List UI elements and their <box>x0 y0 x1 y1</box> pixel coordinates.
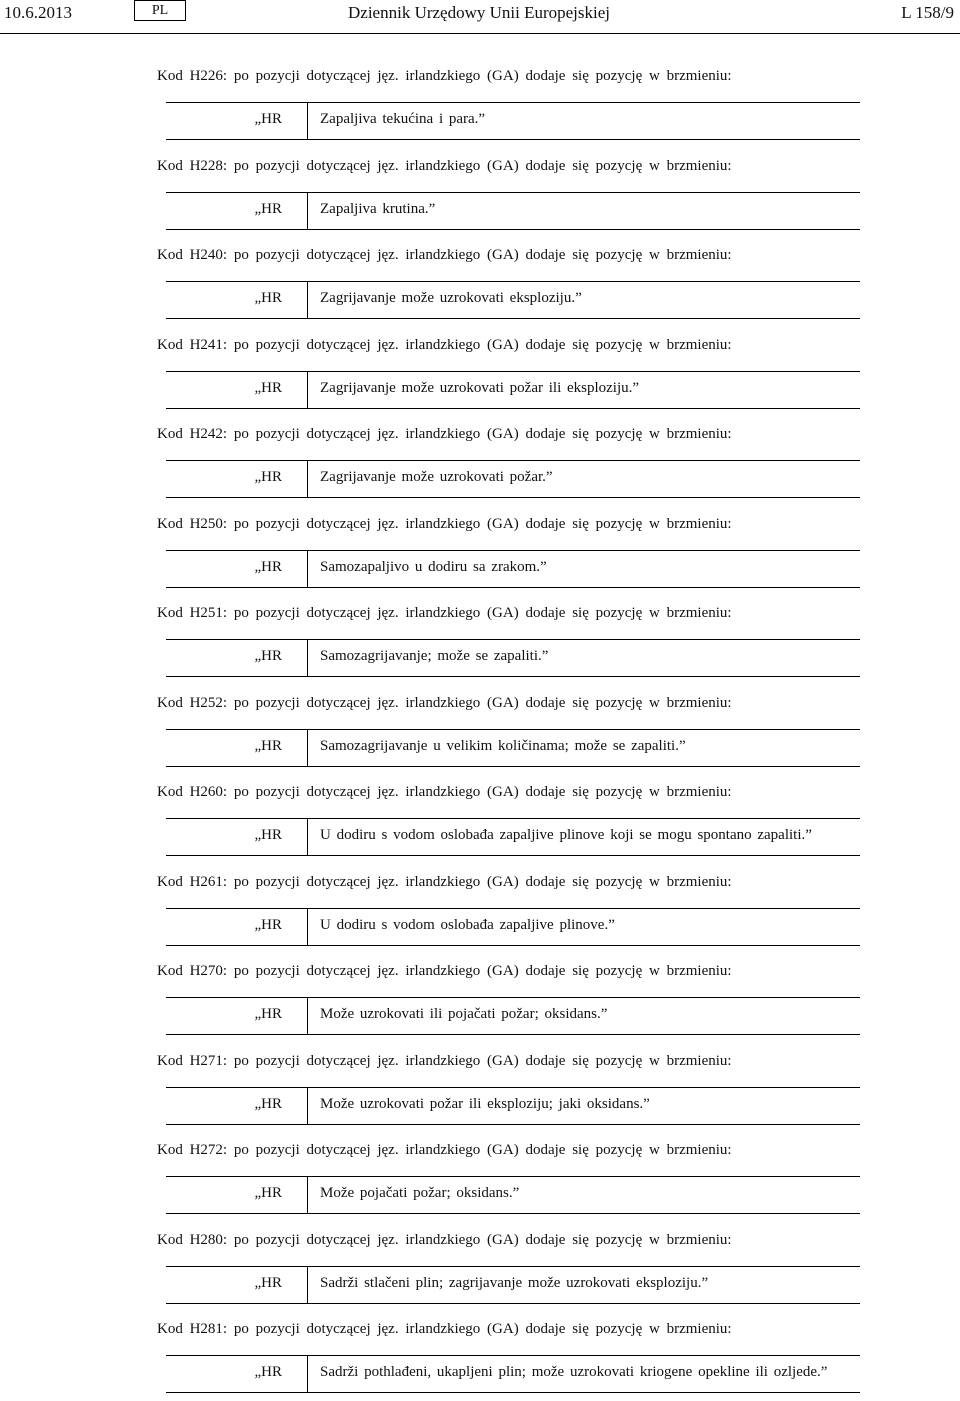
hazard-statement-text: Zagrijavanje može uzrokovati požar ili eksploziju.” <box>320 379 640 396</box>
language-code: „HR <box>254 827 282 843</box>
language-row-table <box>166 550 860 588</box>
amendment-instruction: Kod H228: po pozycji dotyczącej jęz. irlandzkiego (GA) dodaje się pozycję w brzmieniu: <box>157 157 732 174</box>
publication-date: 10.6.2013 <box>4 3 72 22</box>
amendment-entry <box>0 506 960 596</box>
language-row-table <box>166 639 860 677</box>
hazard-statement-text: Može uzrokovati ili pojačati požar; oksidans.” <box>320 1006 608 1022</box>
amendment-entry <box>0 1311 960 1401</box>
hazard-statement-text: U dodiru s vodom oslobađa zapaljive plinove koji se mogu spontano zapaliti.” <box>320 827 812 843</box>
page-number: L 158/9 <box>901 3 954 22</box>
amendment-instruction: Kod H252: po pozycji dotyczącej jęz. irlandzkiego (GA) dodaje się pozycję w brzmieniu: <box>157 694 732 711</box>
amendment-entry <box>0 1043 960 1133</box>
language-code: „HR <box>254 558 282 575</box>
language-code: „HR <box>254 111 282 127</box>
language-row-table <box>166 1355 860 1393</box>
language-code-cell <box>166 103 308 139</box>
language-row-table <box>166 192 860 230</box>
amendment-instruction: Kod H260: po pozycji dotyczącej jęz. irlandzkiego (GA) dodaje się pozycję w brzmieniu: <box>157 784 732 800</box>
language-code: „HR <box>254 1274 282 1291</box>
language-row-table <box>166 1176 860 1214</box>
language-code: „HR <box>254 1185 282 1201</box>
language-row-table <box>166 281 860 319</box>
language-row-table <box>166 460 860 498</box>
language-row-table <box>166 1266 860 1304</box>
hazard-statement-text: Može uzrokovati požar ili eksploziju; jaki oksidans.” <box>320 1095 650 1112</box>
amendment-entry <box>0 595 960 685</box>
language-row-table <box>166 729 860 767</box>
language-code-cell <box>166 909 308 945</box>
amendment-instruction: Kod H250: po pozycji dotyczącej jęz. irlandzkiego (GA) dodaje się pozycję w brzmieniu: <box>157 515 732 532</box>
page-header <box>0 0 960 34</box>
language-code: „HR <box>254 648 282 664</box>
language-code: „HR <box>254 1364 282 1380</box>
language-code-cell <box>166 1177 308 1213</box>
language-code: „HR <box>254 916 282 933</box>
amendment-entry <box>0 685 960 775</box>
hazard-statement-text: Samozapaljivo u dodiru sa zrakom.” <box>320 558 547 575</box>
hazard-statement-text: Sadrži stlačeni plin; zagrijavanje može uzrokovati eksploziju.” <box>320 1274 709 1291</box>
language-code-cell <box>166 998 308 1034</box>
language-code: „HR <box>254 1095 282 1112</box>
amendment-entry <box>0 1222 960 1312</box>
amendment-instruction: Kod H240: po pozycji dotyczącej jęz. irlandzkiego (GA) dodaje się pozycję w brzmieniu: <box>157 247 732 263</box>
language-code-cell <box>166 730 308 766</box>
amendment-instruction: Kod H261: po pozycji dotyczącej jęz. irlandzkiego (GA) dodaje się pozycję w brzmieniu: <box>157 873 732 890</box>
language-code-cell <box>166 282 308 318</box>
language-row-table <box>166 102 860 140</box>
language-code-cell <box>166 1088 308 1124</box>
amendment-entry <box>0 148 960 238</box>
hazard-statement-text: Može pojačati požar; oksidans.” <box>320 1185 520 1201</box>
amendment-instruction: Kod H272: po pozycji dotyczącej jęz. irlandzkiego (GA) dodaje się pozycję w brzmieniu: <box>157 1142 732 1158</box>
hazard-statement-text: Sadrži pothlađeni, ukapljeni plin; može uzrokovati kriogene opekline ili ozljede.” <box>320 1364 828 1380</box>
amendment-entry <box>0 953 960 1043</box>
hazard-statement-text: Zagrijavanje može uzrokovati požar.” <box>320 469 553 485</box>
language-code-cell <box>166 193 308 229</box>
language-row-table <box>166 908 860 946</box>
language-code: „HR <box>254 737 282 754</box>
language-code: „HR <box>254 469 282 485</box>
hazard-statement-text: Zagrijavanje može uzrokovati eksploziju.” <box>320 290 582 306</box>
hazard-statement-text: U dodiru s vodom oslobađa zapaljive plinove.” <box>320 916 615 933</box>
language-row-table <box>166 1087 860 1125</box>
amendment-entry <box>0 774 960 864</box>
language-row-table <box>166 997 860 1035</box>
amendment-entry <box>0 1132 960 1222</box>
amendment-entry <box>0 327 960 417</box>
amendment-instruction: Kod H226: po pozycji dotyczącej jęz. irlandzkiego (GA) dodaje się pozycję w brzmieniu: <box>157 68 732 84</box>
language-box: PL <box>134 0 186 21</box>
hazard-statement-text: Zapaljiva krutina.” <box>320 200 436 217</box>
amendment-entry <box>0 237 960 327</box>
language-code-cell <box>166 819 308 855</box>
amendment-entry <box>0 416 960 506</box>
amendment-instruction: Kod H280: po pozycji dotyczącej jęz. irlandzkiego (GA) dodaje się pozycję w brzmieniu: <box>157 1231 732 1248</box>
language-code: „HR <box>254 290 282 306</box>
amendment-list <box>0 58 960 1401</box>
language-code: „HR <box>254 1006 282 1022</box>
language-code: „HR <box>254 200 282 217</box>
amendment-entry <box>0 864 960 954</box>
amendment-instruction: Kod H271: po pozycji dotyczącej jęz. irlandzkiego (GA) dodaje się pozycję w brzmieniu: <box>157 1052 732 1069</box>
amendment-entry <box>0 58 960 148</box>
amendment-instruction: Kod H241: po pozycji dotyczącej jęz. irlandzkiego (GA) dodaje się pozycję w brzmieniu: <box>157 336 732 353</box>
amendment-instruction: Kod H242: po pozycji dotyczącej jęz. irlandzkiego (GA) dodaje się pozycję w brzmieniu: <box>157 426 732 442</box>
language-code-cell <box>166 640 308 676</box>
hazard-statement-text: Zapaljiva tekućina i para.” <box>320 111 486 127</box>
amendment-instruction: Kod H270: po pozycji dotyczącej jęz. irlandzkiego (GA) dodaje się pozycję w brzmieniu: <box>157 963 732 979</box>
language-code-cell <box>166 372 308 408</box>
language-code-cell <box>166 461 308 497</box>
amendment-instruction: Kod H281: po pozycji dotyczącej jęz. irlandzkiego (GA) dodaje się pozycję w brzmieniu: <box>157 1321 732 1337</box>
hazard-statement-text: Samozagrijavanje; može se zapaliti.” <box>320 648 549 664</box>
language-row-table <box>166 818 860 856</box>
hazard-statement-text: Samozagrijavanje u velikim količinama; može se zapaliti.” <box>320 737 686 754</box>
journal-title: Dziennik Urzędowy Unii Europejskiej <box>348 3 611 22</box>
amendment-instruction: Kod H251: po pozycji dotyczącej jęz. irlandzkiego (GA) dodaje się pozycję w brzmieniu: <box>157 605 732 621</box>
language-row-table <box>166 371 860 409</box>
language-code-cell <box>166 1267 308 1303</box>
language-code-cell <box>166 551 308 587</box>
language-code-cell <box>166 1356 308 1392</box>
language-code: „HR <box>254 379 282 396</box>
